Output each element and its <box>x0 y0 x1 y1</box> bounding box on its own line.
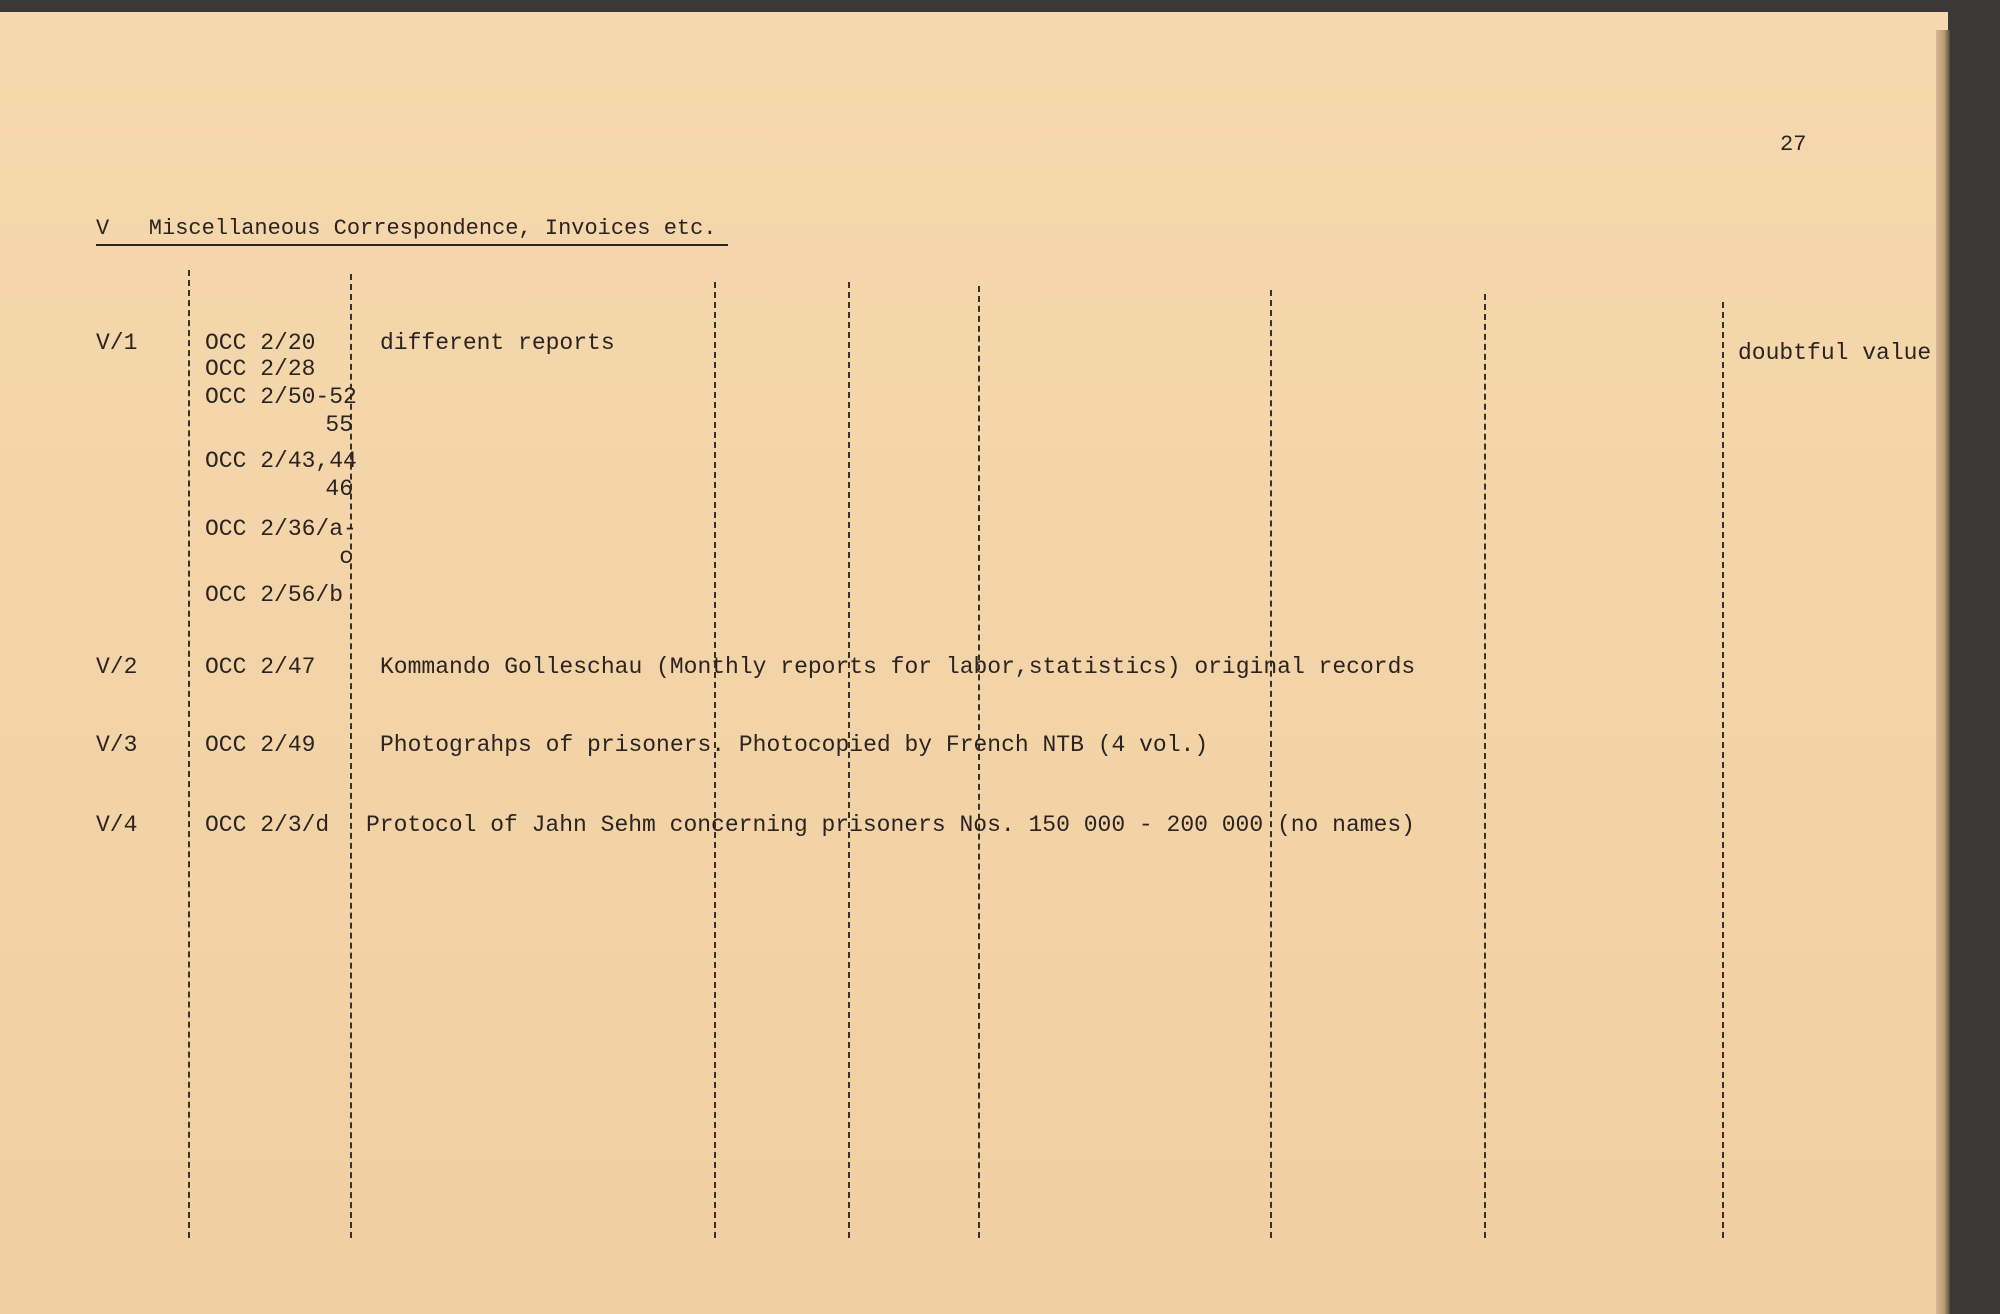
document-page <box>0 12 1948 1314</box>
row-description: Photograhps of prisoners. Photocopied by French NTB (4 vol.) <box>380 732 1209 758</box>
row-ref: OCC 2/28 <box>205 356 316 382</box>
column-rule <box>714 282 716 1238</box>
row-ref: OCC 2/49 <box>205 732 316 758</box>
row-ref: OCC 2/43,44 <box>205 448 357 474</box>
row-ref: 55 <box>325 412 353 438</box>
row-ref: OCC 2/20 <box>205 330 316 356</box>
column-rule <box>848 282 850 1238</box>
column-rule <box>1484 294 1486 1238</box>
row-id: V/3 <box>96 732 138 758</box>
row-id: V/1 <box>96 330 138 356</box>
row-id: V/4 <box>96 812 138 838</box>
row-remark: doubtful value <box>1738 340 1932 366</box>
column-rule <box>1270 290 1272 1238</box>
row-description: Kommando Golleschau (Monthly reports for labor,statistics) original records <box>380 654 1416 680</box>
section-title: V Miscellaneous Correspondence, Invoices etc. <box>96 216 717 241</box>
title-underline <box>96 244 728 246</box>
page-number: 27 <box>1780 132 1807 157</box>
row-ref: OCC 2/3/d <box>205 812 330 838</box>
row-ref: OCC 2/36/a- <box>205 516 357 542</box>
row-description: different reports <box>380 330 615 356</box>
row-id: V/2 <box>96 654 138 680</box>
row-ref: c <box>339 544 353 570</box>
column-rule <box>978 286 980 1238</box>
row-ref: OCC 2/50-52 <box>205 384 357 410</box>
row-ref: OCC 2/47 <box>205 654 316 680</box>
row-ref: 46 <box>325 476 353 502</box>
column-rule <box>1722 302 1724 1238</box>
row-ref: OCC 2/56/b <box>205 582 344 608</box>
page-edge <box>1936 30 1950 1314</box>
row-description: Protocol of Jahn Sehm concerning prisoners Nos. 150 000 - 200 000 (no names) <box>366 812 1415 838</box>
column-rule <box>188 270 190 1238</box>
